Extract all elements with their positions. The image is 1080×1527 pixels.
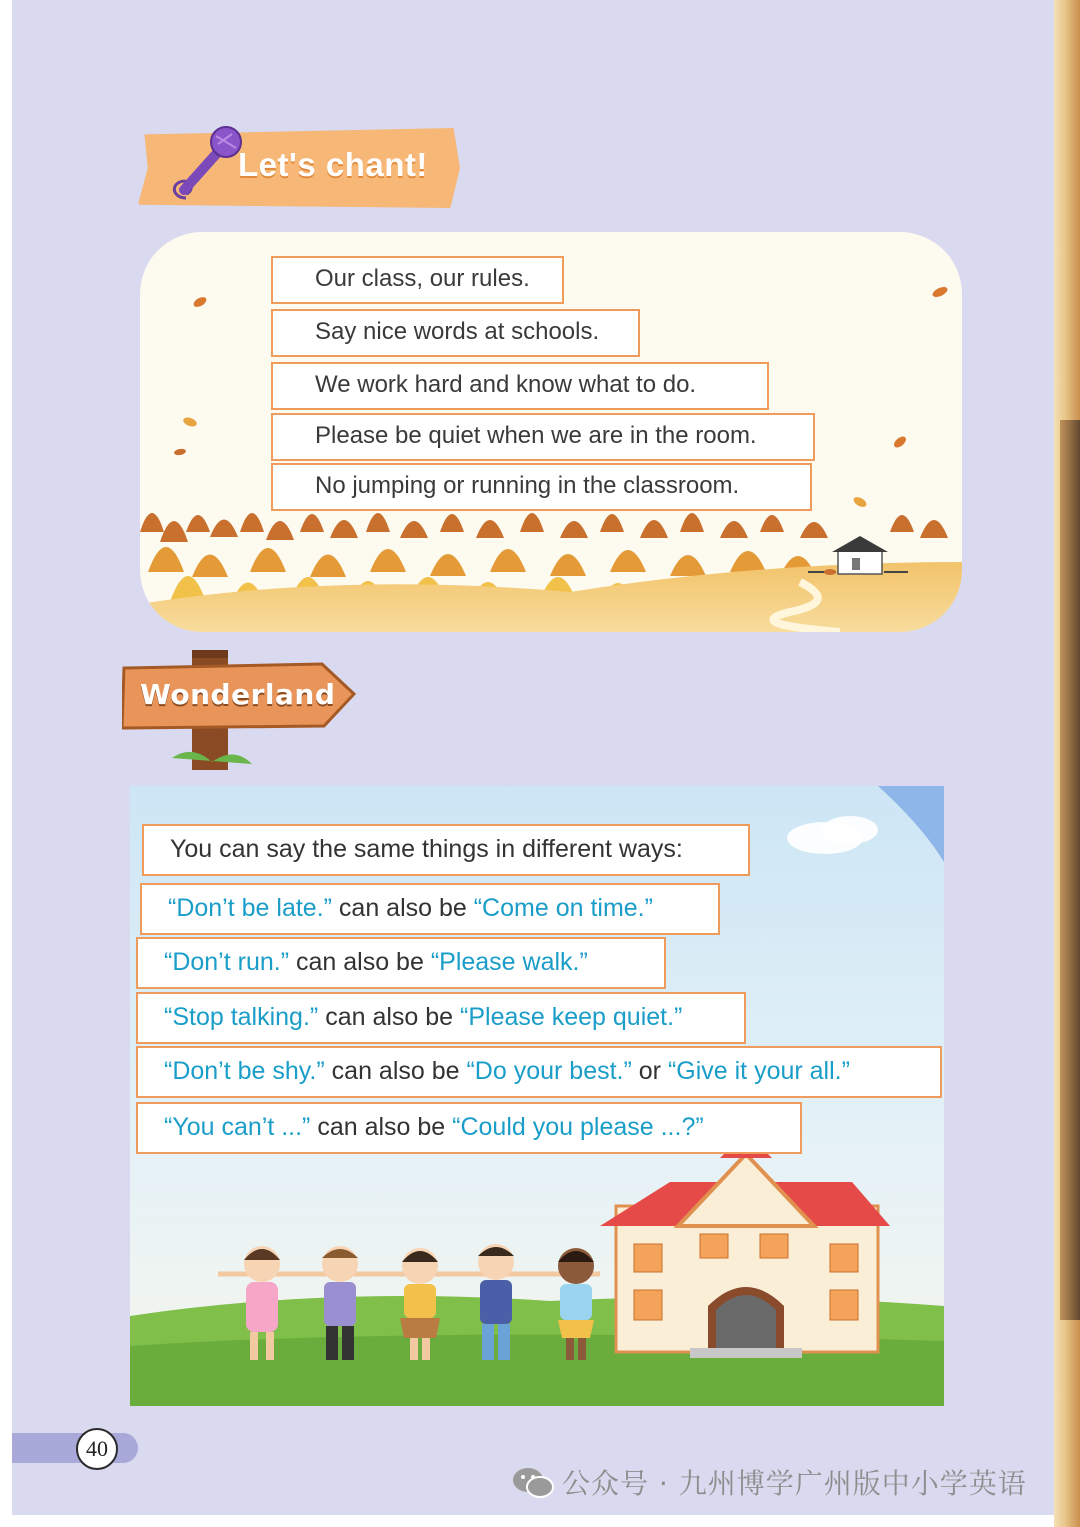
original-phrase: “Don’t be late.” xyxy=(168,894,332,922)
watermark-text: 公众号 · 九州博学广州版中小学英语 xyxy=(562,1467,1027,1500)
book-spine-shadow xyxy=(1060,420,1080,1320)
chant-line-4: Please be quiet when we are in the room. xyxy=(271,413,815,461)
expression-row-4 xyxy=(136,1046,942,1098)
expression-row-2 xyxy=(136,937,666,989)
expression-row-3 xyxy=(136,992,746,1044)
alternative-phrase-2: “Give it your all.” xyxy=(667,1057,850,1085)
page-number: 40 xyxy=(76,1428,118,1470)
connector-text: can also be xyxy=(318,1003,461,1031)
expression-row-5 xyxy=(136,1102,802,1154)
alternative-phrase: “Could you please ...?” xyxy=(452,1113,704,1141)
expression-row-1 xyxy=(140,883,720,935)
original-phrase: “Stop talking.” xyxy=(164,1003,319,1031)
connector-text: can also be xyxy=(310,1113,453,1141)
connector-text: can also be xyxy=(324,1057,467,1085)
original-phrase: “Don’t be shy.” xyxy=(164,1057,325,1085)
alternative-phrase: “Come on time.” xyxy=(473,894,653,922)
chant-banner xyxy=(138,128,460,208)
alternative-phrase: “Please keep quiet.” xyxy=(460,1003,683,1031)
original-phrase: “Don’t run.” xyxy=(164,948,290,976)
wonderland-panel xyxy=(130,786,944,1406)
alternative-phrase: “Do your best.” xyxy=(466,1057,632,1085)
original-phrase: “You can’t ...” xyxy=(164,1113,311,1141)
chant-line-3: We work hard and know what to do. xyxy=(271,362,769,410)
chant-line-5: No jumping or running in the classroom. xyxy=(271,463,812,511)
connector-text: can also be xyxy=(331,894,474,922)
connector-or: or xyxy=(631,1057,668,1085)
wechat-icon xyxy=(512,1466,554,1500)
page-number-tab xyxy=(12,1433,138,1463)
wonderland-title: Wonderland xyxy=(140,678,336,711)
wonderland-intro: You can say the same things in different ways: xyxy=(142,824,750,876)
chant-panel xyxy=(140,232,962,632)
chant-line-1: Our class, our rules. xyxy=(271,256,564,304)
chant-title: Let's chant! xyxy=(238,146,428,183)
connector-text: can also be xyxy=(289,948,431,976)
alternative-phrase: “Please walk.” xyxy=(430,948,588,976)
chant-line-2: Say nice words at schools. xyxy=(271,309,640,357)
wooden-sign-icon xyxy=(122,650,362,775)
